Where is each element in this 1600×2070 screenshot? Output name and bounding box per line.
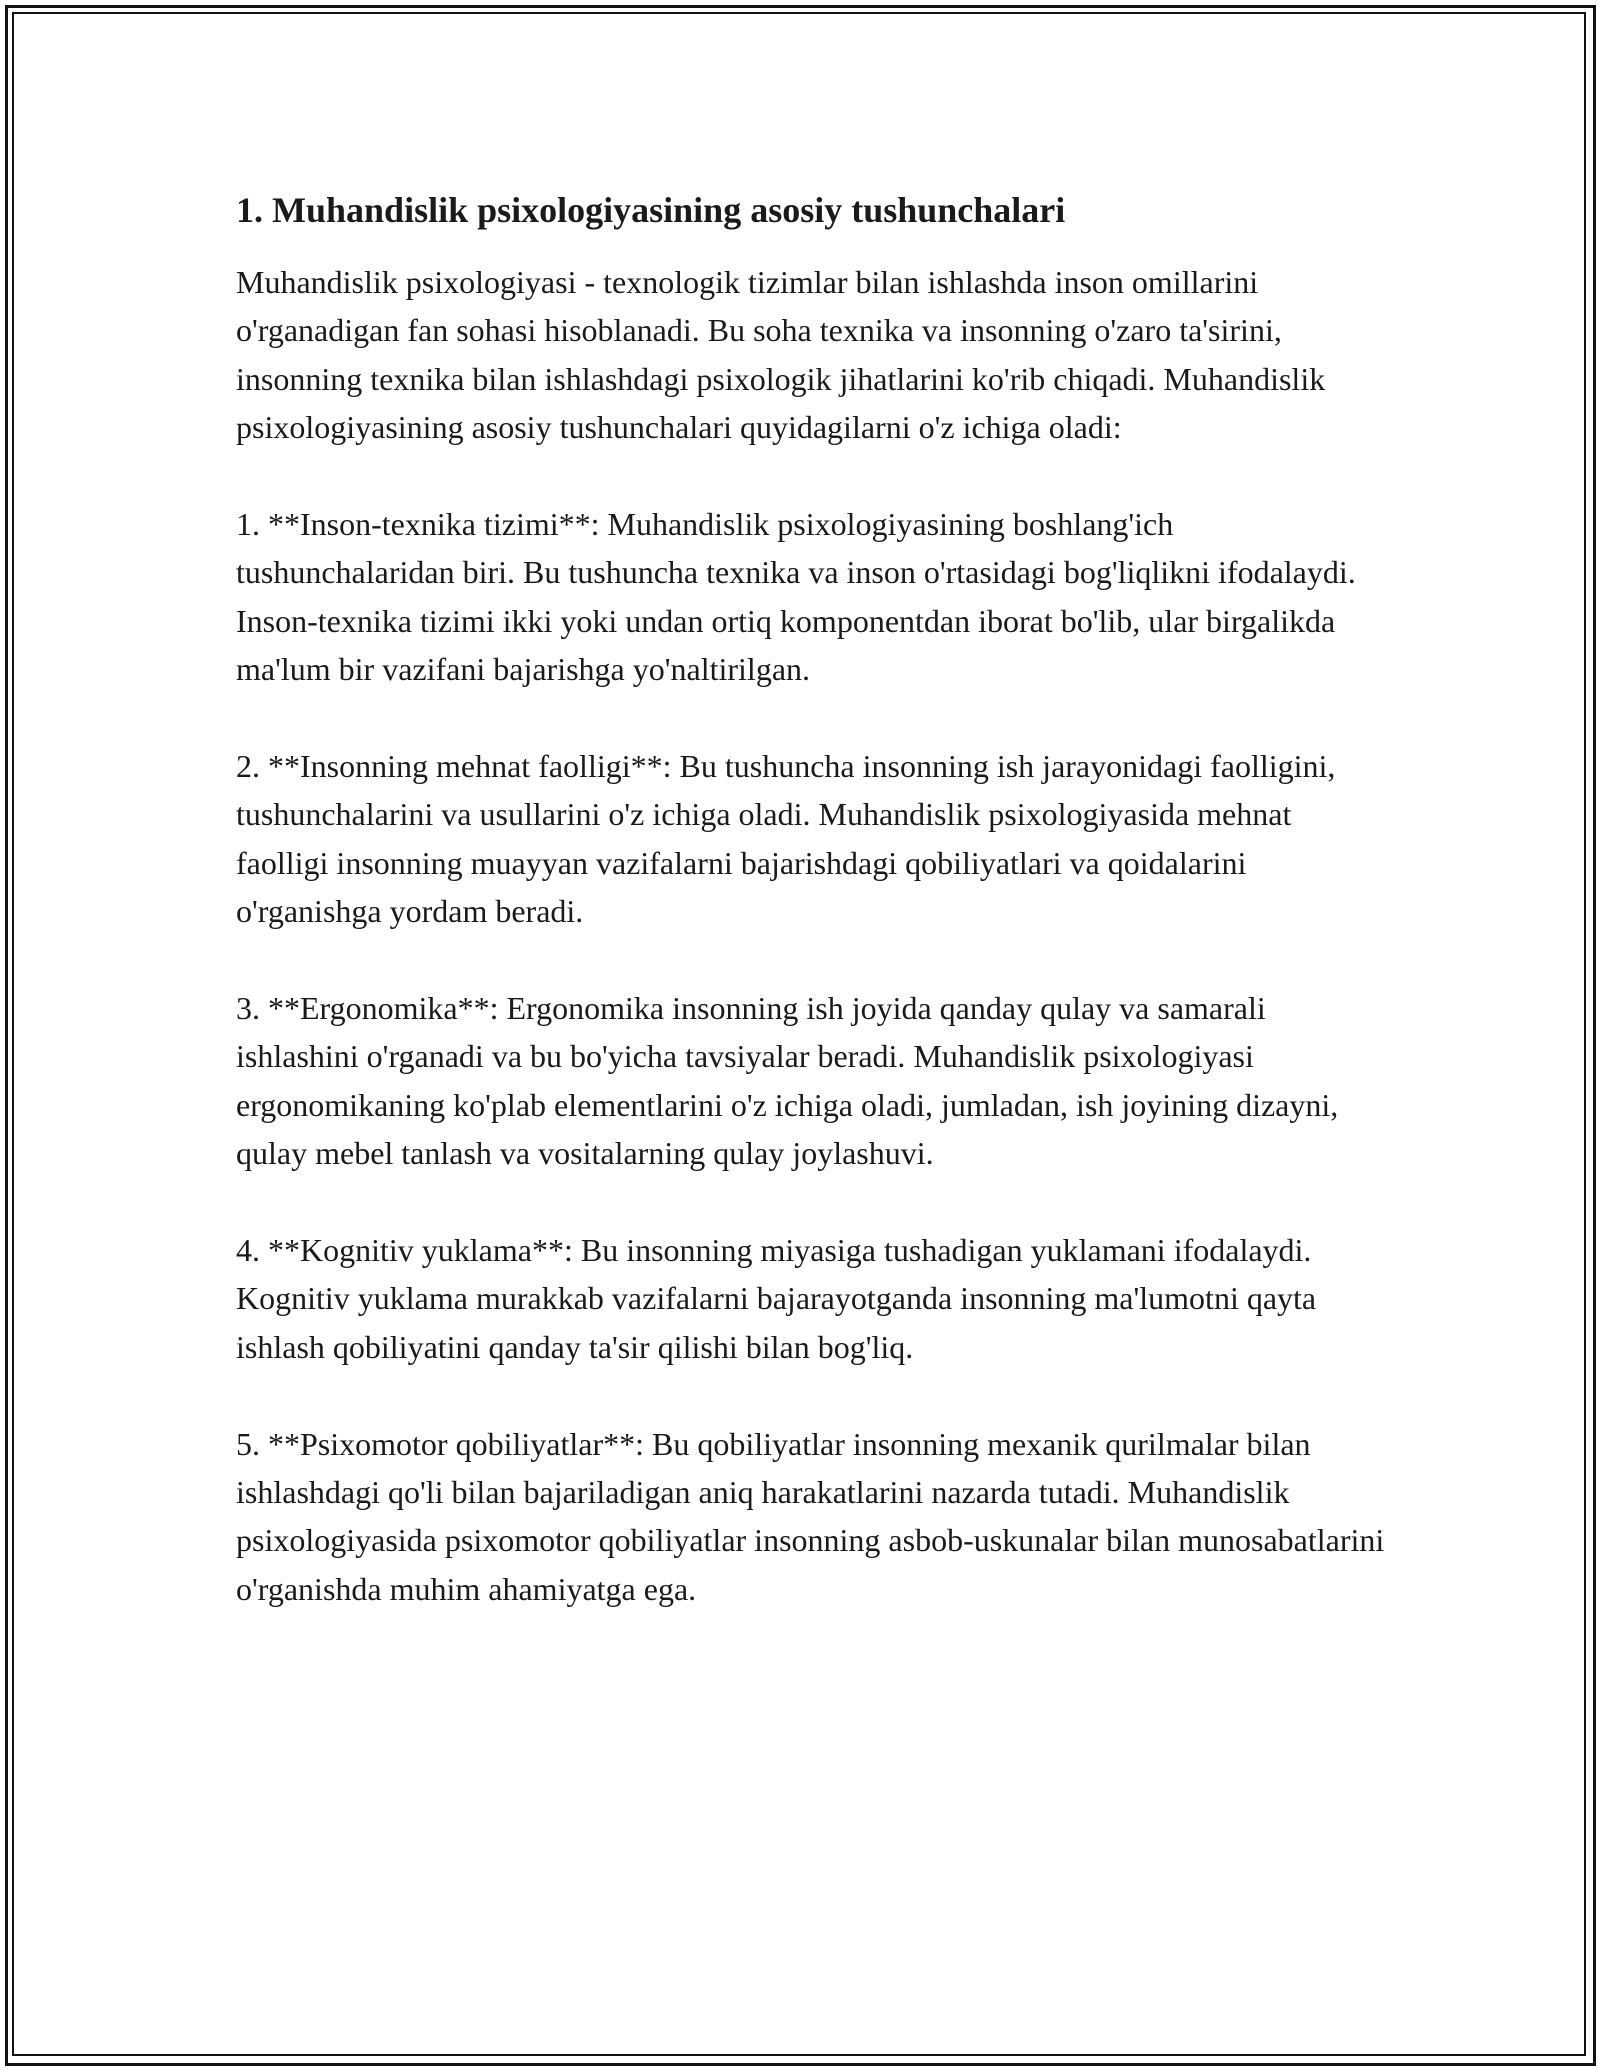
intro-paragraph: Muhandislik psixologiyasi - texnologik tizimlar bilan ishlashda inson omillarini o'rganadigan fan sohasi hisoblanadi. Bu soha texnika va insonning o'zaro ta'sirini, insonning texnika bilan ishlashdagi psixologik jihatlarini ko'rib chiqadi. Muhandislik psixologiyasining asosiy tushunchalari quyidagilarni o'z ichiga oladi: <box>236 264 1326 446</box>
list-item-kognitiv-yuklama: 4. **Kognitiv yuklama**: Bu insonning miyasiga tushadigan yuklamani ifodalaydi. Kognitiv yuklama murakkab vazifalarni bajarayotganda insonning ma'lumotni qayta ishlash qobiliyatini qanday ta'sir qilishi bilan bog'liq. <box>236 1232 1317 1365</box>
list-item-mehnat-faolligi: 2. **Insonning mehnat faolligi**: Bu tushuncha insonning ish jarayonidagi faolligini, tushunchalarini va usullarini o'z ichiga oladi. Muhandislik psixologiyasida mehnat faolligi insonning muayyan vazifalarni bajarishdagi qobiliyatlari va qoidalarini o'rganishga yordam beradi. <box>236 748 1336 930</box>
list-item-psixomotor-qobiliyatlar: 5. **Psixomotor qobiliyatlar**: Bu qobiliyatlar insonning mexanik qurilmalar bilan ishlashdagi qo'li bilan bajariladigan aniq harakatlarini nazarda tutadi. Muhandislik psixologiyasida psixomotor qobiliyatlar insonning asbob-uskunalar bilan munosabatlarini o'rganishda muhim ahamiyatga ega. <box>236 1425 1385 1607</box>
list-item-inson-texnika-tizimi: 1. **Inson-texnika tizimi**: Muhandislik psixologiyasining boshlang'ich tushunchalaridan biri. Bu tushuncha texnika va inson o'rtasidagi bog'liqlikni ifodalaydi. Inson-texnika tizimi ikki yoki undan ortiq komponentdan iborat bo'lib, ular birgalikda ma'lum bir vazifani bajarishga yo'naltirilgan. <box>236 506 1356 688</box>
document-title: 1. Muhandislik psixologiyasining asosiy tushunchalari <box>236 190 1066 230</box>
document-body <box>236 186 1386 1613</box>
list-item-ergonomika: 3. **Ergonomika**: Ergonomika insonning ish joyida qanday qulay va samarali ishlashini o'rganadi va bu bo'yicha tavsiyalar beradi. Muhandislik psixologiyasi ergonomikaning ko'plab elementlarini o'z ichiga oladi, jumladan, ish joyining dizayni, qulay mebel tanlash va vositalarning qulay joylashuvi. <box>236 990 1339 1172</box>
